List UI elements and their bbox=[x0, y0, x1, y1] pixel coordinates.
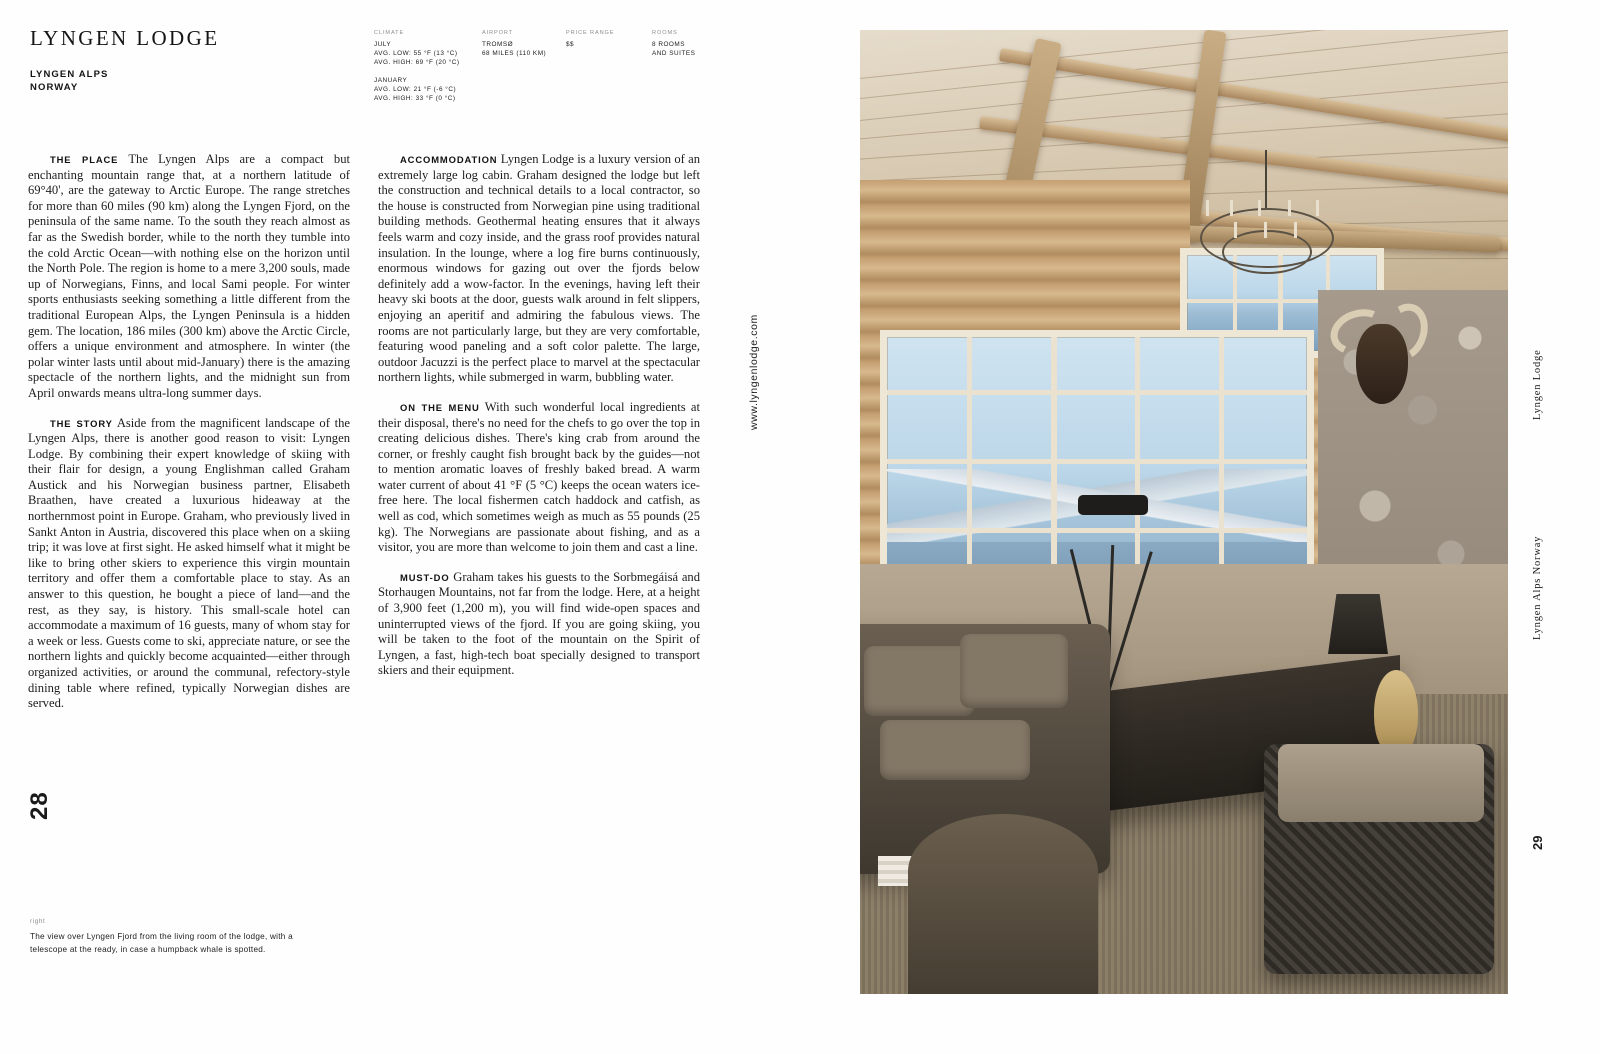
fact-line: AVG. HIGH: 33 °F (0 °C) bbox=[374, 94, 456, 102]
fact-label: PRICE RANGE bbox=[566, 30, 615, 36]
antler-chandelier bbox=[1190, 150, 1340, 280]
page-title: LYNGEN LODGE bbox=[30, 26, 220, 50]
page-number-right: 29 bbox=[1530, 835, 1545, 850]
caption-text: The view over Lyngen Fjord from the living room of the lodge, with a telescope at the ready, in case a humpback whale is spotted. bbox=[30, 932, 293, 954]
fact-line: AVG. HIGH: 69 °F (20 °C) bbox=[374, 58, 460, 66]
paragraph-lede: ON THE MENU bbox=[400, 401, 480, 413]
paragraph-lede: THE PLACE bbox=[50, 154, 119, 165]
body-column-2 bbox=[378, 152, 700, 693]
fact-line: AVG. LOW: 55 °F (13 °C) bbox=[374, 49, 458, 57]
round-side-table bbox=[908, 814, 1098, 994]
fact-line: JANUARY bbox=[374, 76, 408, 84]
fact-line: 68 MILES (110 KM) bbox=[482, 49, 547, 57]
fact-price-range bbox=[566, 30, 650, 49]
paragraph-text: Lyngen Lodge is a luxury version of an extremely large log cabin. Graham designed the lodge but left the construction and technical details to a local contractor, so the house is constructed from Norwegian pine using traditional building methods. Geothermal heating ensures that it always feels warm and cozy inside, and the grass roof provides natural insulation. In the lounge, where a log fire burns continuously, enormous windows for gazing out over the fjords below definitely add a wow-factor. In the evenings, having left their heavy ski boots at the door, guests walk around in felt slippers, enjoying an aperitif and admiring the fabulous views. The rooms are not particularly large, but they are very comfortable, featuring wood paneling and a soft color palette. The large, outdoor Jacuzzi is the perfect place to marvel at the spectacular northern lights, while submerged in warm, bubbling water. bbox=[378, 152, 701, 385]
location-line-1: LYNGEN ALPS bbox=[30, 69, 109, 80]
body-paragraph bbox=[28, 152, 350, 402]
paragraph-text: With such wonderful local ingredients at their disposal, there's no need for the chefs to go over the top in creating delicious dishes. There's king crab from around the corner, or freshly caught fish brought back by the guides—not to mention aromatic loaves of freshly baked bread. A warm water current of about 41 °F (5 °C) keeps the ocean waters ice-free here. The local fishermen catch haddock and catfish, as well as cod, which sometimes weigh as much as 55 pounds (25 kg). The Norwegians are passionate about fishing, and as a visitor, you are more than welcome to join them and cast a line. bbox=[378, 399, 700, 555]
fact-line: AND SUITES bbox=[652, 49, 696, 57]
paragraph-text: Graham takes his guests to the Sorbmegáisá and Storhaugen Mountains, not far from the lodge. Here, at a height of 3,900 feet (1,200 m), you will find wide-open spaces and uninterrupted views of the fjord. If you are going skiing, you will be taken to the foot of the mountain on the Spirit of Lyngen, a fast, high-tech boat specially designed to transport skiers and their equipment. bbox=[378, 569, 700, 678]
fact-line: AVG. LOW: 21 °F (-6 °C) bbox=[374, 85, 457, 93]
paragraph-lede: MUST-DO bbox=[400, 571, 450, 583]
floor-lamp bbox=[1328, 594, 1388, 654]
running-head-title: Lyngen Lodge bbox=[1532, 349, 1543, 420]
location-block bbox=[30, 68, 108, 94]
body-paragraph bbox=[28, 416, 350, 712]
paragraph-lede: ACCOMMODATION bbox=[400, 154, 498, 165]
fact-line: JULY bbox=[374, 40, 392, 48]
right-page bbox=[860, 0, 1600, 1054]
armchair-cushion bbox=[1278, 744, 1484, 822]
location-line-2: NORWAY bbox=[30, 82, 79, 93]
caption-label: right bbox=[30, 918, 46, 925]
website-url[interactable]: www.lyngenlodge.com bbox=[748, 314, 760, 430]
body-paragraph bbox=[378, 400, 700, 556]
paragraph-text: Aside from the magnificent landscape of the Lyngen Alps, there is another good reason to visit: Lyngen Lodge. By combining their expert knowledge of skiing with their flair for design, a young Englishman called Graham Austick and his Norwegian business partner, Elisabeth Braathen, have created a luxurious hideaway at the northernmost point in Europe. Graham, who previously lived in Sankt Anton in Austria, discovered this place when on a skiing trip; it was love at first sight. He asked himself what it might be like to bring other skiers to experience this virgin mountain territory and offer them a comfortable place to stay. As an answer to this question, he bought a piece of land—and the rest, as they say, is history. This small-scale hotel can accommodate a maximum of 16 guests, many of whom stay for a week or less. Guests come to ski, appreciate nature, or see the northern lights and quickly become acquainted—either through organized activities, or around the communal, refectory-style dining table where refined, typically Norwegian dishes are served. bbox=[28, 415, 350, 711]
spacer bbox=[374, 67, 494, 76]
page-number-left: 28 bbox=[26, 791, 53, 820]
body-paragraph bbox=[378, 152, 700, 386]
fact-label: CLIMATE bbox=[374, 30, 405, 36]
photo-scene bbox=[860, 30, 1508, 994]
fact-line: TROMSØ bbox=[482, 40, 514, 48]
mounted-animal-head bbox=[1334, 300, 1430, 410]
paragraph-text: The Lyngen Alps are a compact but enchanting mountain range that, at a northern latitude of 69°40', are the gateway to Arctic Europe. The range stretches for more than 60 miles (90 km) along the Lyngen Fjord, on the peninsula of the same name. To the south they reach almost as far as the Swedish border, while to the north they tumble into the cold Arctic Ocean—with nothing else on the horizon until the North Pole. The region is home to a mere 3,200 souls, made up of Norwegians, Finns, and local Sami people. For winter sports enthusiasts seeking something a little different from the traditional European Alps, the Lyngen Peninsula is a hidden gem. The location, 186 miles (300 km) above the Arctic Circle, offers a unique environment and atmosphere. In winter (the polar winter lasts until about mid-January) there is the amazing spectacle of the northern lights, and the midnight sun from April onwards means ultra-long summer days. bbox=[28, 152, 350, 400]
running-head-location: Lyngen Alps Norway bbox=[1532, 535, 1543, 640]
lodge-living-room-photo bbox=[860, 30, 1508, 994]
paragraph-lede: THE STORY bbox=[50, 417, 113, 429]
fact-line: $$ bbox=[566, 40, 575, 48]
fact-climate bbox=[374, 30, 494, 103]
fact-airport bbox=[482, 30, 572, 58]
fact-label: AIRPORT bbox=[482, 30, 514, 36]
body-column-1 bbox=[28, 152, 350, 726]
body-paragraph bbox=[378, 570, 700, 679]
telescope bbox=[1078, 495, 1148, 515]
fact-line: 8 ROOMS bbox=[652, 40, 685, 48]
fact-rooms bbox=[652, 30, 752, 58]
fact-label: ROOMS bbox=[652, 30, 678, 36]
photo-caption bbox=[30, 918, 330, 956]
